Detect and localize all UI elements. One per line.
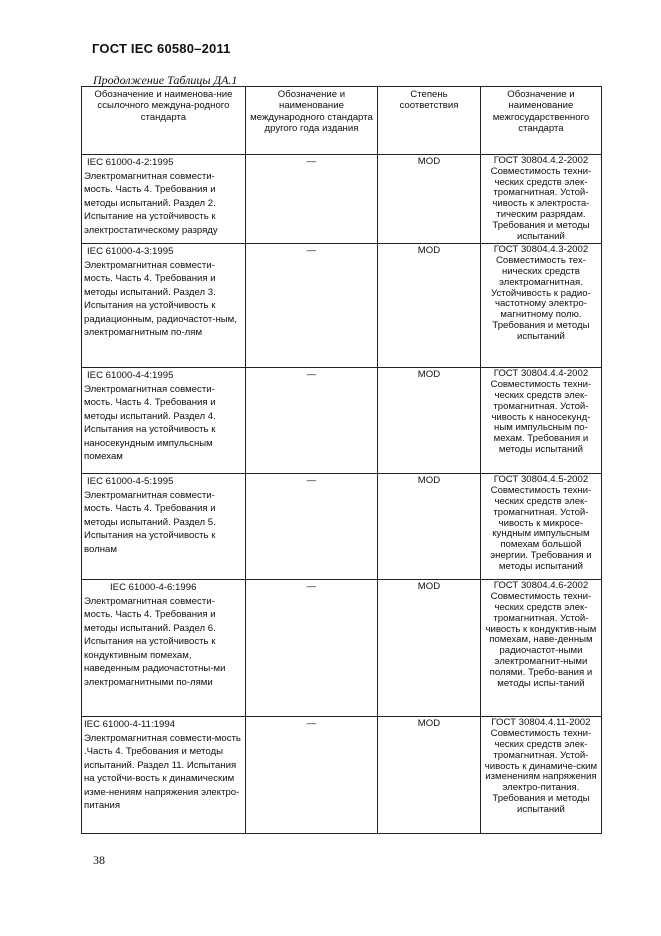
degree-cell: MOD	[378, 368, 481, 474]
table-row	[82, 474, 602, 580]
other-edition-cell: —	[245, 474, 377, 580]
reference-title: Электромагнитная совмести-мость. Часть 4. Требования и методы испытаний. Раздел 4. Испытания на устойчивость к наносекундным импульсным помехам	[84, 383, 216, 463]
interstate-title: Совместимость тех-нических средств электромагнитная. Устойчивость к радио-частотному электро-магнитному полю. Требования и методы испытаний	[491, 255, 591, 342]
interstate-code: ГОСТ 30804.4.5-2002	[493, 474, 589, 486]
table-caption: Продолжение Таблицы ДА.1	[93, 73, 238, 87]
degree-cell: MOD	[378, 155, 481, 244]
reference-code: IEC 61000-4-6:1996	[110, 582, 197, 594]
reference-cell	[82, 580, 246, 717]
reference-cell	[82, 717, 246, 834]
column-header-degree: Степень соответствия	[378, 87, 481, 155]
reference-title: Электромагнитная совмести-мость. Часть 4. Требования и методы испытаний. Раздел 6. Испытания на устойчивость к кондуктивным помехам, наведенным радиочастотны-ми электромагнитными по-лями	[84, 595, 226, 688]
standards-table	[81, 86, 602, 834]
reference-cell	[82, 244, 246, 368]
reference-title: Электромагнитная совмести-мость .Часть 4. Требования и методы испытаний. Раздел 11. Испытания на устойчи-вость к динамическим изме-нениям напряжения электро-питания	[84, 732, 241, 812]
interstate-code: ГОСТ 30804.4.3-2002	[493, 244, 589, 256]
interstate-cell	[480, 244, 601, 368]
other-edition-cell: —	[245, 155, 377, 244]
other-edition-cell: —	[245, 580, 377, 717]
table-row	[82, 368, 602, 474]
degree-cell: MOD	[378, 717, 481, 834]
reference-code: IEC 61000-4-2:1995	[87, 157, 174, 168]
table-row	[82, 717, 602, 834]
interstate-title: Совместимость техни-ческих средств элек-тромагнитная. Устой-чивость к кондуктив-ным помехам, наве-денным радиочастот-ными электромагнит-ными полями. Требо-вания и методы испы-таний	[485, 591, 597, 689]
table-row	[82, 244, 602, 368]
other-edition-cell: —	[245, 717, 377, 834]
page-number: 38	[93, 853, 105, 867]
table-row	[82, 155, 602, 244]
interstate-title: Совместимость техни-ческих средств элек-тромагнитная. Устой-чивость к динамиче-ским изменениям напряжения электро-питания. Требования и методы испытаний	[484, 728, 598, 815]
reference-code: IEC 61000-4-4:1995	[87, 370, 174, 382]
interstate-cell	[480, 580, 601, 717]
degree-cell: MOD	[378, 244, 481, 368]
interstate-title: Совместимость техни-ческих средств элек-тромагнитная. Устой-чивость к наносекунд-ным импульсным по-мехам. Требования и методы испытаний	[490, 379, 592, 455]
degree-cell: MOD	[378, 580, 481, 717]
table-row	[82, 580, 602, 717]
column-header-reference: Обозначение и наименова-ние ссылочного междуна-родного стандарта	[82, 87, 246, 155]
interstate-code: ГОСТ 30804.4.4-2002	[493, 368, 589, 380]
column-header-interstate: Обозначение и наименование межгосударственного стандарта	[480, 87, 601, 155]
interstate-cell	[480, 717, 601, 834]
reference-title: Электромагнитная совмести-мость. Часть 4. Требования и методы испытаний. Раздел 3. Испытания на устойчивость к радиационным, радиочастот-ным, электромагнитным по-лям	[84, 259, 237, 339]
interstate-cell	[480, 368, 601, 474]
table-header-row	[82, 87, 602, 155]
reference-cell	[82, 155, 246, 244]
interstate-code: ГОСТ 30804.4.6-2002	[493, 580, 589, 592]
interstate-cell	[480, 474, 601, 580]
reference-cell	[82, 474, 246, 580]
interstate-code: ГОСТ 30804.4.2-2002	[493, 155, 589, 166]
other-edition-cell: —	[245, 244, 377, 368]
reference-code: IEC 61000-4-3:1995	[87, 246, 174, 258]
reference-cell	[82, 368, 246, 474]
interstate-cell	[480, 155, 601, 244]
reference-code: IEC 61000-4-11:1994	[84, 719, 176, 731]
degree-cell: MOD	[378, 474, 481, 580]
reference-title: Электромагнитная совмести-мость. Часть 4. Требования и методы испытаний. Раздел 2. Испытание на устойчивость к электростатическому разряду	[84, 170, 218, 236]
interstate-code: ГОСТ 30804.4.11-2002	[491, 717, 591, 729]
reference-code: IEC 61000-4-5:1995	[87, 476, 174, 488]
reference-title: Электромагнитная совмести-мость. Часть 4. Требования и методы испытаний. Раздел 5. Испытания на устойчивость к волнам	[84, 489, 216, 555]
interstate-title: Совместимость техни-ческих средств элек-тромагнитная. Устой-чивость к микросе-кундным импульсным помехам большой энергии. Требования и методы испытаний	[490, 485, 592, 572]
other-edition-cell: —	[245, 368, 377, 474]
interstate-title: Совместимость техни-ческих средств элек-тромагнитная. Устой-чивость к электроста-тическим разрядам. Требования и методы испытаний	[490, 165, 592, 242]
column-header-other-edition: Обозначение и наименование международного стандарта другого года издания	[245, 87, 377, 155]
document-header: ГОСТ IEC 60580–2011	[92, 41, 231, 56]
